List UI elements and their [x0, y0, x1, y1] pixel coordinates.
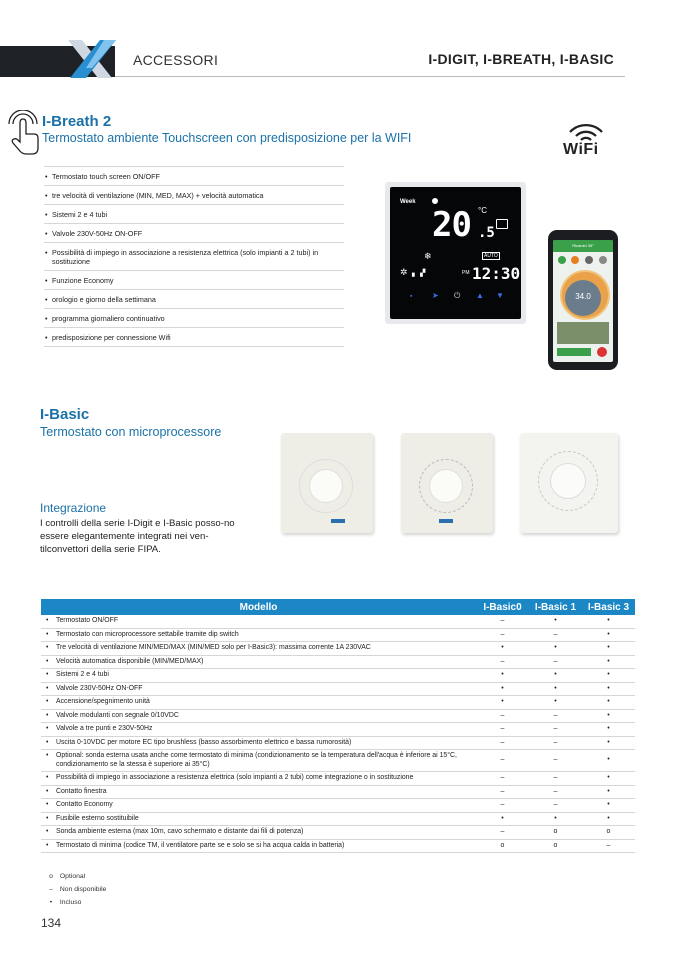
list-item: • Termostato touch screen ON/OFF: [44, 166, 344, 186]
cell-value: –: [529, 772, 582, 786]
cell-value: •: [582, 812, 635, 826]
brand-logo-icon: [439, 519, 453, 523]
cell-value: –: [476, 736, 529, 750]
cell-value: •: [582, 642, 635, 656]
display-fan-icon: ✲: [400, 267, 408, 277]
ibasic-subtitle: Termostato con microprocessore: [40, 425, 222, 439]
cell-feature: • Valvole a tre punti e 230V-50Hz: [41, 723, 476, 737]
cell-value: •: [529, 682, 582, 696]
cell-value: •: [529, 615, 582, 628]
phone-screen: [553, 240, 613, 362]
table-row: [41, 628, 635, 642]
button-down-icon[interactable]: ▼: [496, 291, 504, 300]
legend-symbol: –: [49, 886, 53, 893]
app-reading: 34.0: [575, 292, 591, 301]
cell-feature: • Accensione/spegnimento unità: [41, 696, 476, 710]
table-row: [41, 642, 635, 656]
legend-symbol: o: [49, 873, 53, 880]
button-up-icon[interactable]: ▲: [476, 291, 484, 300]
table-row: [41, 839, 635, 853]
table-row: [41, 826, 635, 840]
col-ibasic0: I-Basic0: [476, 599, 529, 615]
legend-item: [44, 870, 106, 883]
legend-symbol: •: [49, 899, 53, 906]
table-row: [41, 736, 635, 750]
display-temperature: 20: [432, 205, 471, 245]
table-row: [41, 682, 635, 696]
cell-feature: • Termostato di minima (codice TM, il ventilatore parte se e solo se si ha acqua calda in batteria): [41, 839, 476, 853]
list-item: • programma giornaliero continuativo: [44, 309, 344, 328]
models-table: [41, 599, 635, 853]
integration-text: I controlli della serie I-Digit e I-Basic posso-no essere elegantemente integrati nei ven-tilconvettori della serie FIPA.: [40, 518, 235, 555]
cell-feature: • Possibilità di impiego in associazione a resistenza elettrica (solo impianti a 2 tubi) come integrazione o in sostituzione: [41, 772, 476, 786]
legend-label: Incluso: [59, 899, 82, 906]
app-photo: [557, 322, 609, 344]
cell-value: –: [476, 826, 529, 840]
cell-value: o: [529, 826, 582, 840]
cell-value: •: [582, 799, 635, 813]
header-rule: [115, 76, 625, 77]
ibasic-title: I-Basic: [40, 406, 90, 423]
cell-value: –: [582, 839, 635, 853]
knob-ring-icon: [299, 459, 353, 513]
cell-value: •: [582, 615, 635, 628]
list-item: • Possibilità di impiego in associazione a resistenza elettrica (solo impianti a 2 tubi) in sostituzione: [44, 243, 344, 271]
table-row: [41, 615, 635, 628]
cell-value: o: [582, 826, 635, 840]
display-week: Week: [400, 199, 416, 205]
cell-feature: • Fusibile esterno sostituibile: [41, 812, 476, 826]
table-row: [41, 772, 635, 786]
cell-value: •: [476, 669, 529, 683]
cell-value: –: [476, 750, 529, 772]
ibreath-feature-list: [44, 166, 344, 347]
table-header-row: [41, 599, 635, 615]
display-decimal: .5: [478, 225, 495, 241]
app-icon: [571, 256, 579, 264]
cell-value: •: [476, 696, 529, 710]
app-toggle-button[interactable]: [557, 348, 591, 356]
list-item: • Funzione Economy: [44, 271, 344, 290]
page-number: 134: [41, 916, 62, 930]
cell-feature: • Sistemi 2 e 4 tubi: [41, 669, 476, 683]
cell-value: •: [582, 655, 635, 669]
display-mode: AUTO: [484, 253, 498, 259]
cell-feature: • Valvole 230V-50Hz ON-OFF: [41, 682, 476, 696]
cell-value: –: [529, 785, 582, 799]
cell-value: •: [582, 750, 635, 772]
cell-value: –: [476, 799, 529, 813]
cell-value: –: [476, 785, 529, 799]
cell-value: –: [529, 709, 582, 723]
cell-feature: • Contatto finestra: [41, 785, 476, 799]
cell-value: o: [529, 839, 582, 853]
table-row: [41, 723, 635, 737]
ibasic0-image: [281, 433, 373, 533]
cell-feature: • Termostato ON/OFF: [41, 615, 476, 628]
ibasic3-image: [520, 433, 618, 533]
cell-feature: • Tre velocità di ventilazione MIN/MED/MAX (MIN/MED solo per I-Basic3): massima corrente 1A 230VAC: [41, 642, 476, 656]
legend: [44, 870, 106, 909]
app-power-button[interactable]: [597, 347, 607, 357]
cell-feature: • Contatto Economy: [41, 799, 476, 813]
cell-value: •: [582, 669, 635, 683]
cell-value: •: [529, 696, 582, 710]
list-item: • Valvole 230V-50Hz ON-OFF: [44, 224, 344, 243]
cell-value: •: [582, 709, 635, 723]
button-power-icon[interactable]: ▪: [410, 293, 413, 300]
header-section-label: ACCESSORI: [133, 52, 219, 68]
app-icon: [585, 256, 593, 264]
table-row: [41, 655, 635, 669]
table-row: [41, 785, 635, 799]
list-item: • predisposizione per connessione Wifi: [44, 328, 344, 347]
touch-hand-icon: [8, 110, 42, 156]
cell-value: •: [476, 682, 529, 696]
cell-value: •: [582, 628, 635, 642]
cell-value: •: [582, 696, 635, 710]
cell-feature: • Valvole modulanti con segnale 0/10VDC: [41, 709, 476, 723]
cell-value: –: [476, 655, 529, 669]
cell-value: –: [476, 723, 529, 737]
ibreath-subtitle: Termostato ambiente Touchscreen con predisposizione per la WIFI: [42, 131, 412, 145]
button-mode-icon[interactable]: ➤: [432, 291, 439, 300]
cell-value: –: [476, 709, 529, 723]
cell-value: •: [476, 642, 529, 656]
legend-item: [44, 896, 106, 909]
header-title: I-DIGIT, I-BREATH, I-BASIC: [428, 51, 614, 67]
cell-value: –: [529, 750, 582, 772]
thermostat-screen: [390, 187, 521, 319]
cell-value: –: [529, 655, 582, 669]
app-icon: [558, 256, 566, 264]
cell-value: –: [476, 615, 529, 628]
ibasic1-image: [401, 433, 493, 533]
cell-value: –: [476, 772, 529, 786]
cell-value: •: [582, 772, 635, 786]
cell-value: •: [582, 723, 635, 737]
app-title: Ricambi 35°: [553, 240, 613, 252]
cell-value: o: [476, 839, 529, 853]
display-unit: °C: [478, 206, 487, 215]
cell-feature: • Termostato con microprocessore settabile tramite dip switch: [41, 628, 476, 642]
display-lock-icon: [496, 219, 508, 229]
display-time: 12:30: [472, 264, 521, 283]
list-item: • tre velocità di ventilazione (MIN, MED, MAX) + velocità automatica: [44, 186, 344, 205]
cell-feature: • Sonda ambiente esterna (max 10m, cavo schermato e distante dai fili di potenza): [41, 826, 476, 840]
col-ibasic3: I-Basic 3: [582, 599, 635, 615]
table-row: [41, 750, 635, 772]
table-row: [41, 812, 635, 826]
button-onoff-icon[interactable]: ⏻: [454, 291, 461, 300]
app-icon: [599, 256, 607, 264]
display-bars-icon: ▖▗▘: [412, 270, 429, 277]
display-dot-icon: [432, 198, 438, 204]
display-pm: PM: [462, 270, 470, 276]
wifi-label: WiFi: [563, 141, 599, 158]
cell-value: –: [529, 723, 582, 737]
cell-value: •: [582, 736, 635, 750]
legend-item: [44, 883, 106, 896]
integration-title: Integrazione: [40, 501, 107, 515]
cell-value: –: [529, 628, 582, 642]
cell-value: –: [529, 799, 582, 813]
table-row: [41, 669, 635, 683]
cell-feature: • Velocità automatica disponibile (MIN/MED/MAX): [41, 655, 476, 669]
cell-value: –: [529, 736, 582, 750]
legend-label: Optional: [59, 873, 86, 880]
col-ibasic1: I-Basic 1: [529, 599, 582, 615]
cell-value: •: [529, 642, 582, 656]
cell-value: –: [476, 628, 529, 642]
cell-value: •: [476, 812, 529, 826]
table-row: [41, 709, 635, 723]
ibreath-title: I-Breath 2: [42, 113, 112, 130]
list-item: • Sistemi 2 e 4 tubi: [44, 205, 344, 224]
list-item: • orologio e giorno della settimana: [44, 290, 344, 309]
brand-logo-icon: [331, 519, 345, 523]
knob-ring-icon: [538, 451, 598, 511]
wifi-icon: [566, 120, 606, 142]
table-row: [41, 696, 635, 710]
display-snow-icon: ❄: [424, 251, 432, 261]
cell-feature: • Optional: sonda esterna usata anche come termostato di minima (condizionamento se la temperatura dell'acqua è inferiore ai 15°C, condizionamento se la stessa è superiore ai 35°C): [41, 750, 476, 772]
cell-feature: • Uscita 0-10VDC per motore EC tipo brushless (basso assorbimento elettrico e bassa rumorosità): [41, 736, 476, 750]
brand-x-logo-icon: [62, 38, 122, 80]
cell-value: •: [582, 785, 635, 799]
legend-label: Non disponibile: [59, 886, 107, 893]
cell-value: •: [529, 812, 582, 826]
knob-ring-icon: [419, 459, 473, 513]
cell-value: •: [529, 669, 582, 683]
col-model: Modello: [41, 599, 476, 615]
cell-value: •: [582, 682, 635, 696]
table-row: [41, 799, 635, 813]
